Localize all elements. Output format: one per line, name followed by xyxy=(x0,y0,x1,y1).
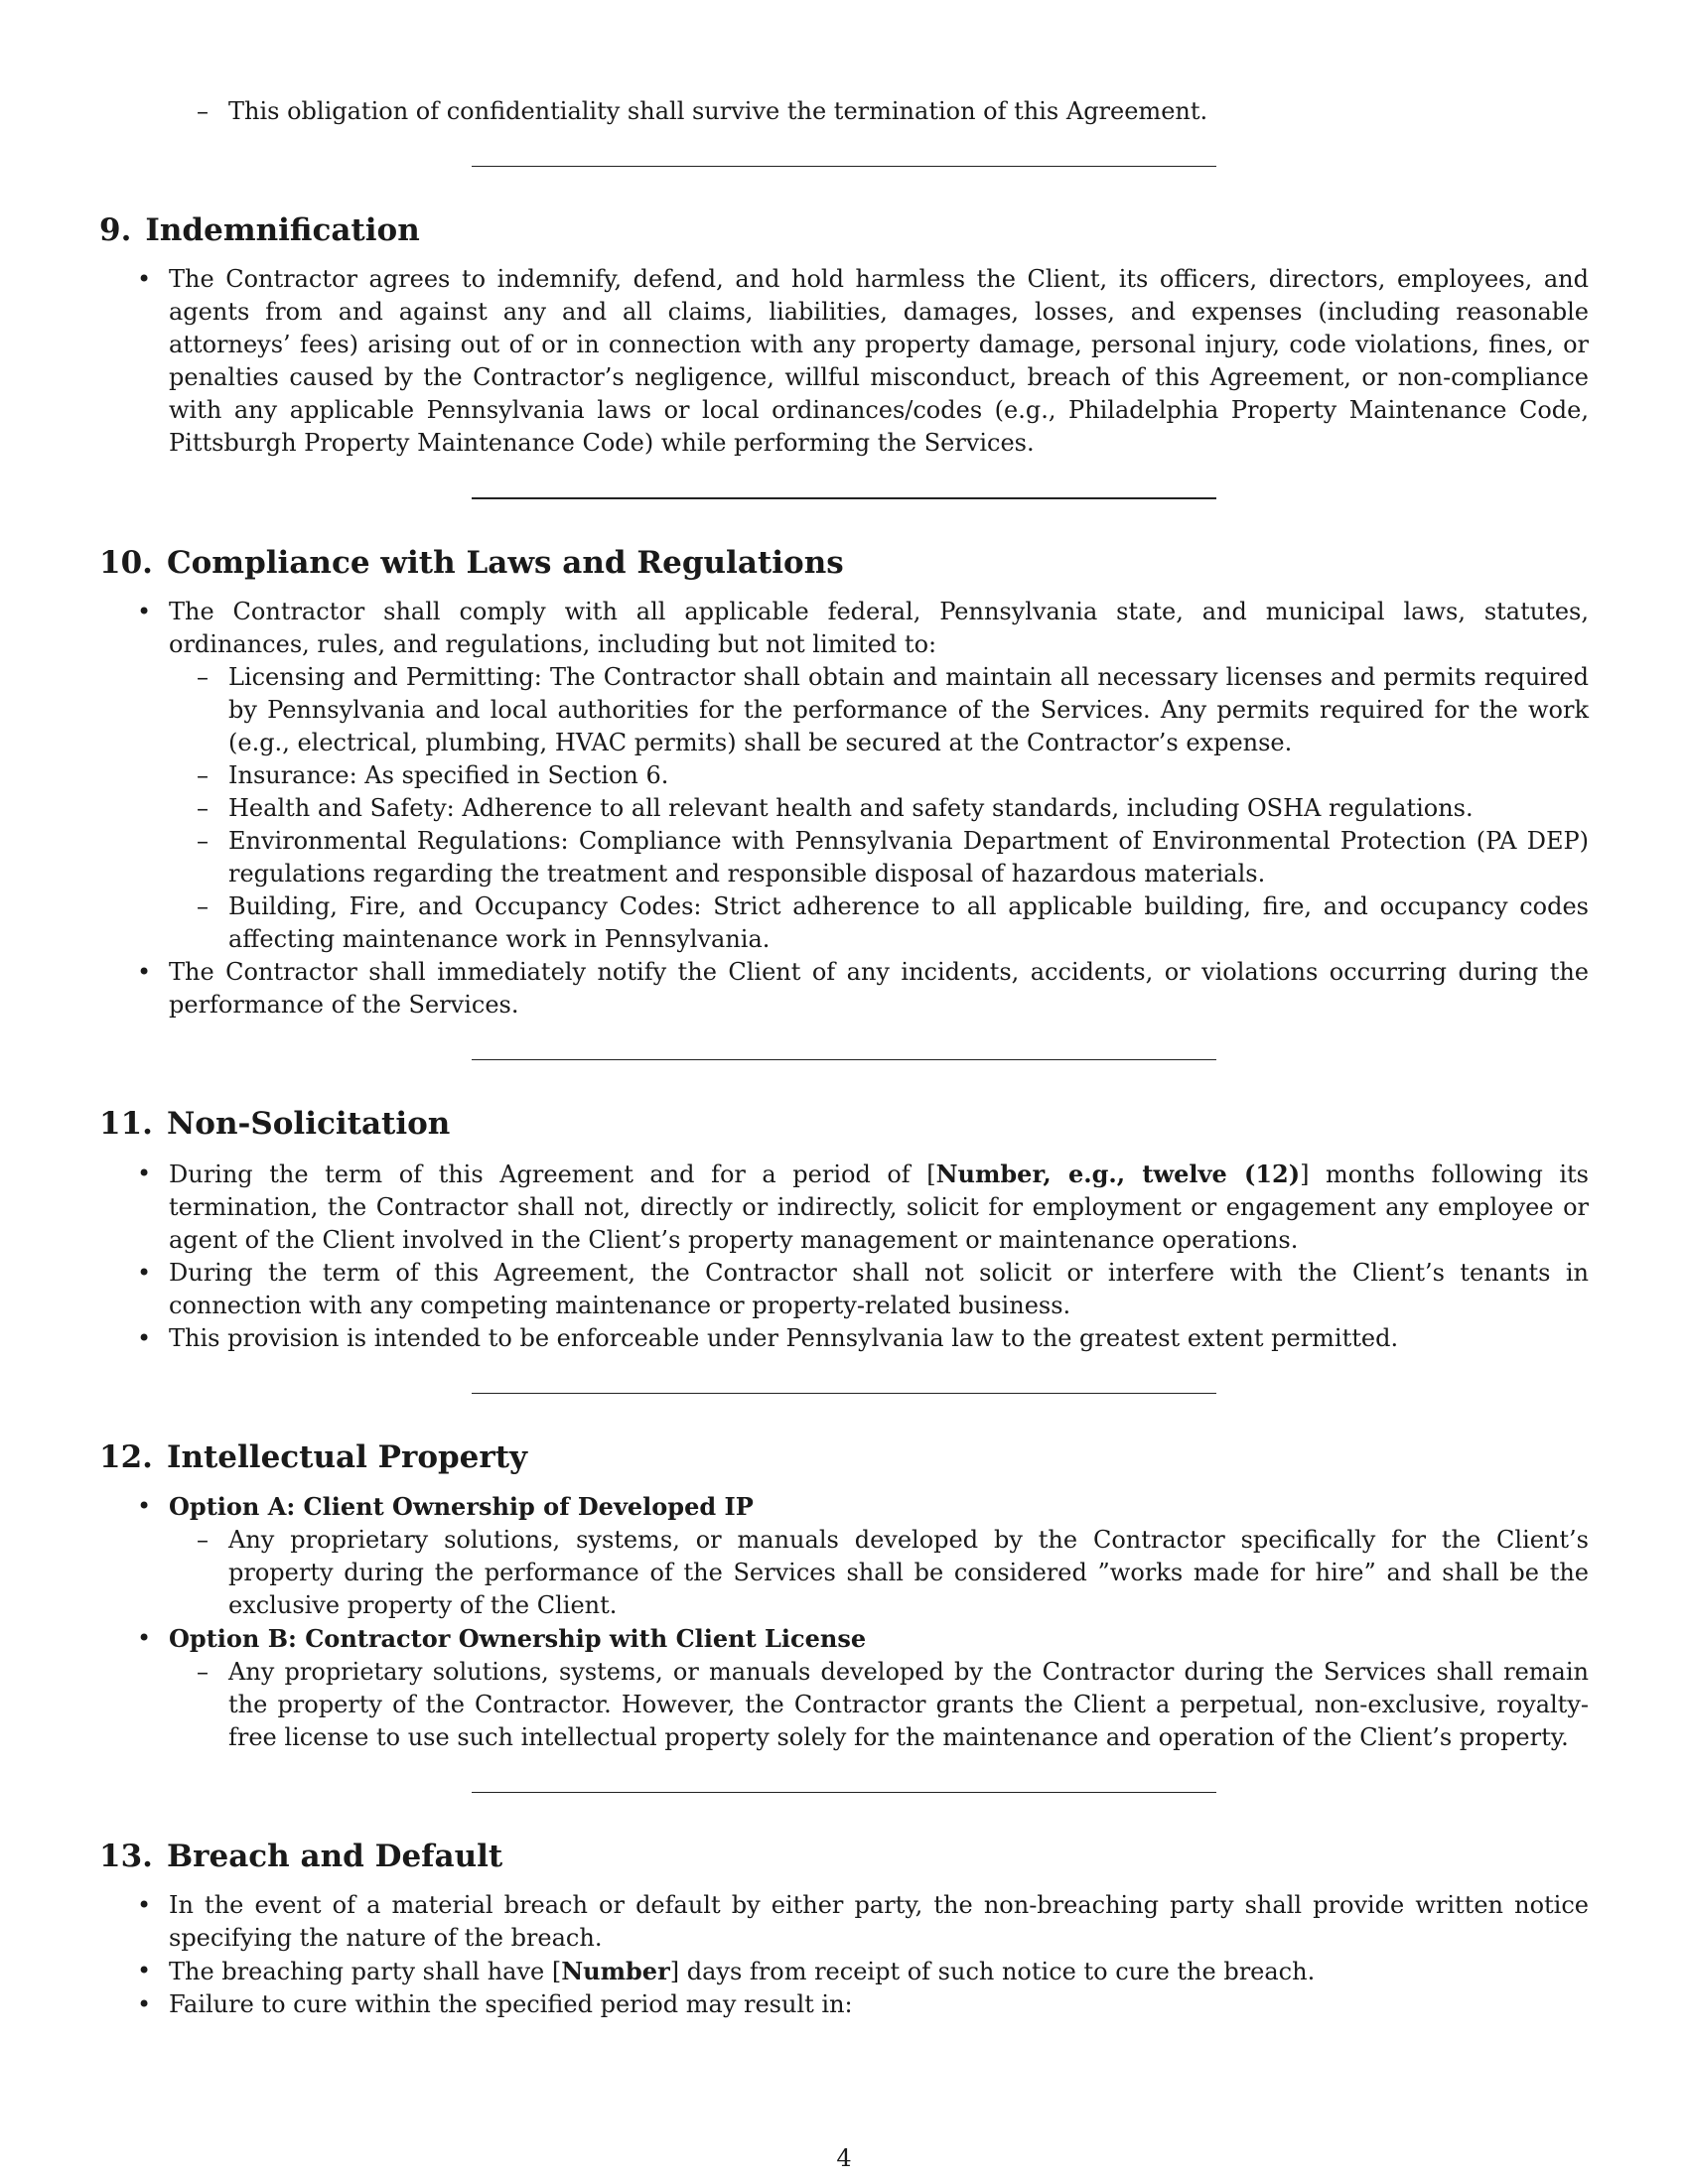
list-item: • The Contractor shall immediately notify the Client of any incidents, accidents, or violations occurring during the performance of the Services. xyxy=(99,956,1589,1022)
list-item: • During the term of this Agreement, the Contractor shall not solicit or interfere with the Client’s tenants in connection with any competing maintenance or property-related business. xyxy=(99,1257,1589,1322)
section-divider xyxy=(472,166,1216,167)
list-item xyxy=(99,1955,1589,1988)
placeholder-term: Number, e.g., twelve (12) xyxy=(935,1159,1301,1188)
section-title: Breach and Default xyxy=(166,1838,503,1874)
sublist-item: – Insurance: As specified in Section 6. xyxy=(99,759,1589,792)
section-10-heading xyxy=(99,545,1589,582)
list-item: • Failure to cure within the specified period may result in: xyxy=(99,1988,1589,2021)
sublist xyxy=(169,1656,1589,1754)
section-9-list xyxy=(99,263,1589,460)
section-title: Compliance with Laws and Regulations xyxy=(166,545,844,582)
section-12-heading xyxy=(99,1439,1589,1476)
list-item xyxy=(99,1490,1589,1622)
text-run: ] months following its termination, the Contractor shall not, directly or indirectly, solicit for employment or engagement any employee or agent of the Client involved in the Client’s property management or maintenance operations. xyxy=(169,1160,1589,1254)
list-item: • The Contractor agrees to indemnify, defend, and hold harmless the Client, its officers, directors, employees, and agents from and against any and all claims, liabilities, damages, losses, and expenses (including reasonable attorneys’ fees) arising out of or in connection with any property damage, personal injury, code violations, fines, or penalties caused by the Contractor’s negligence, willful misconduct, breach of this Agreement, or non-compliance with any applicable Pennsylvania laws or local ordinances/codes (e.g., Philadelphia Property Maintenance Code, Pittsburgh Property Maintenance Code) while performing the Services. xyxy=(99,263,1589,460)
section-12 xyxy=(99,1439,1589,1754)
section-11-list xyxy=(99,1158,1589,1355)
section-number: 10. xyxy=(99,545,153,582)
section-13 xyxy=(99,1839,1589,2021)
sublist xyxy=(169,661,1589,956)
section-9-heading xyxy=(99,212,1589,249)
sublist-item: – Any proprietary solutions, systems, or manuals developed by the Contractor during the Services shall remain the property of the Contractor. However, the Contractor grants the Client a perpetual, non-exclusive, royalty-free license to use such intellectual property solely for the maintenance and operation of the Client’s property. xyxy=(99,1656,1589,1754)
section-number: 11. xyxy=(99,1106,153,1143)
section-divider xyxy=(472,1792,1216,1793)
section-number: 12. xyxy=(99,1438,153,1475)
page-number: 4 xyxy=(836,2144,852,2172)
section-number: 13. xyxy=(99,1838,153,1874)
option-b-title: Option B: Contractor Ownership with Client License xyxy=(169,1623,867,1653)
sublist-item: – Building, Fire, and Occupancy Codes: Strict adherence to all applicable building, fire, and occupancy codes affecting maintenance work in Pennsylvania. xyxy=(99,890,1589,956)
text-run: ] days from receipt of such notice to cure the breach. xyxy=(669,1957,1316,1985)
section-divider xyxy=(472,1059,1216,1060)
option-a-title: Option A: Client Ownership of Developed IP xyxy=(169,1491,754,1521)
list-item xyxy=(99,1622,1589,1754)
list-item-text: The Contractor shall comply with all applicable federal, Pennsylvania state, and municipal laws, statutes, ordinances, rules, and regulations, including but not limited to: xyxy=(169,598,1589,659)
section-12-list xyxy=(99,1490,1589,1754)
section-13-heading xyxy=(99,1839,1589,1875)
section-divider xyxy=(472,497,1216,499)
section-13-list xyxy=(99,1889,1589,2021)
list-item xyxy=(99,596,1589,956)
placeholder-term: Number xyxy=(561,1956,670,1985)
carryover-list xyxy=(99,95,1589,128)
section-number: 9. xyxy=(99,212,132,248)
sublist-item: – Licensing and Permitting: The Contractor shall obtain and maintain all necessary licenses and permits required by Pennsylvania and local authorities for the performance of the Services. Any permits required for the work (e.g., electrical, plumbing, HVAC permits) shall be secured at the Contractor’s expense. xyxy=(99,661,1589,759)
section-divider xyxy=(472,1393,1216,1394)
list-item xyxy=(99,1158,1589,1257)
section-11 xyxy=(99,1106,1589,1354)
list-item: • In the event of a material breach or default by either party, the non-breaching party shall provide written notice specifying the nature of the breach. xyxy=(99,1889,1589,1955)
section-10 xyxy=(99,545,1589,1022)
text-run: The breaching party shall have [ xyxy=(169,1957,562,1985)
sublist-item: – Health and Safety: Adherence to all relevant health and safety standards, including OSHA regulations. xyxy=(99,792,1589,825)
carryover-item xyxy=(99,95,1589,128)
carryover-text: This obligation of confidentiality shall survive the termination of this Agreement. xyxy=(228,97,1208,125)
section-11-heading xyxy=(99,1106,1589,1143)
sublist xyxy=(169,1524,1589,1622)
sublist-item: – Environmental Regulations: Compliance with Pennsylvania Department of Environmental Protection (PA DEP) regulations regarding the treatment and responsible disposal of hazardous materials. xyxy=(99,825,1589,890)
section-9 xyxy=(99,212,1589,460)
text-run: During the term of this Agreement and for a period of [ xyxy=(169,1160,936,1188)
list-item: • This provision is intended to be enforceable under Pennsylvania law to the greatest extent permitted. xyxy=(99,1322,1589,1355)
section-title: Indemnification xyxy=(145,212,420,248)
sublist-item: – Any proprietary solutions, systems, or manuals developed by the Contractor specifically for the Client’s property during the performance of the Services shall be considered ”works made for hire” and shall be the exclusive property of the Client. xyxy=(99,1524,1589,1622)
document-page xyxy=(99,95,1589,2021)
section-title: Non-Solicitation xyxy=(166,1106,451,1143)
section-title: Intellectual Property xyxy=(166,1438,528,1475)
section-10-list xyxy=(99,596,1589,1022)
